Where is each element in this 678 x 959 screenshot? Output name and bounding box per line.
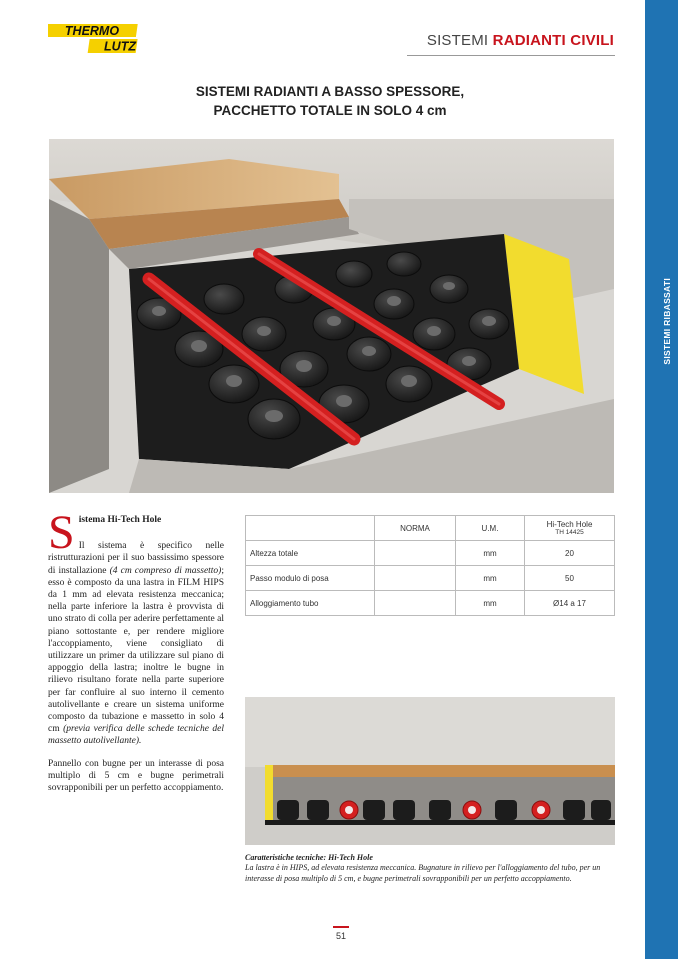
table-row <box>246 566 615 591</box>
brand-logo <box>48 22 146 56</box>
table-row <box>246 541 615 566</box>
header-divider <box>407 55 615 56</box>
specs-row-value: 20 <box>525 541 615 566</box>
specs-header-row <box>246 516 615 541</box>
specs-header-um: U.M. <box>456 516 525 541</box>
brand-logo-line2: LUTZ <box>104 39 136 54</box>
specs-row-norma <box>375 591 456 616</box>
specs-product-code: TH 14425 <box>555 529 584 536</box>
specs-header-product <box>525 516 615 541</box>
specs-row-label: Alloggiamento tubo <box>246 591 375 616</box>
cross-section-image <box>245 697 615 845</box>
description-paragraph-2: Pannello con bugne per un interasse di posa multiplo di 5 cm e bugne perimetrali sovrapponibili per un perfetto accoppiamento. <box>48 758 224 794</box>
page-number-mark <box>333 926 349 928</box>
specs-product-name: Hi-Tech Hole <box>546 520 593 529</box>
specs-row-um: mm <box>456 541 525 566</box>
page-title-line1: SISTEMI RADIANTI A BASSO SPESSORE, <box>195 84 465 99</box>
specs-table <box>245 515 615 616</box>
caption-title: Caratteristiche tecniche: Hi-Tech Hole <box>245 853 373 862</box>
page-number: 51 <box>335 931 346 941</box>
page-title-line2: PACCHETTO TOTALE IN SOLO 4 cm <box>213 103 447 118</box>
hero-render-image <box>49 139 614 493</box>
side-band-label: SISTEMI RIBASSATI <box>662 278 672 365</box>
specs-row-norma <box>375 566 456 591</box>
description-p1-d: (previa verifica delle schede tecniche del massetto autolivellante). <box>48 724 224 747</box>
table-row <box>246 591 615 616</box>
page-title <box>0 82 660 120</box>
section-header-bold: RADIANTI CIVILI <box>492 32 614 49</box>
specs-row-value: Ø14 a 17 <box>525 591 615 616</box>
description-p1-a: Il sistema è specifico nelle ristrutturazioni per il suo bassissimo spessore di installazione <box>48 541 224 576</box>
description-p1-c: ; esso è composto da una lastra in FILM HIPS da 1 mm ad elevata resistenza meccanica; nella parte inferiore la lastra è provvista di uno strato di colla per aderire perfettamente al piano sottostante e, per rendere migliore l'accoppiamento, viene consigliato di utilizzare un primer da utilizzare sul piano di appoggio della lastra; inoltre le bugne in rilievo risultano forate nella parte superiore per far confluire al suo interno il cemento autolivellante e creare un sistema uniforme composto da tubazione e massetto in solo 4 cm <box>48 565 224 735</box>
section-header <box>427 32 614 49</box>
specs-header-norma: NORMA <box>375 516 456 541</box>
description-paragraph-1 <box>48 540 224 747</box>
specs-row-label: Passo modulo di posa <box>246 566 375 591</box>
description-heading: istema Hi-Tech Hole <box>78 515 162 525</box>
description-p1-b: (4 cm compreso di massetto) <box>109 565 222 576</box>
specs-row-um: mm <box>456 591 525 616</box>
section-header-light: SISTEMI <box>426 32 489 49</box>
image-caption <box>245 853 617 884</box>
specs-row-um: mm <box>456 566 525 591</box>
specs-row-value: 50 <box>525 566 615 591</box>
caption-text: La lastra è in HIPS, ad elevata resistenza meccanica. Bugnature in rilievo per l'alloggiamento del tubo, per un interasse di posa multiplo di 5 cm, e bugne perimetrali sovrapponibili per un perfetto accoppiamento. <box>245 863 601 883</box>
specs-header-label <box>246 516 375 541</box>
specs-row-label: Altezza totale <box>246 541 375 566</box>
side-band <box>645 0 678 959</box>
description-column <box>48 506 224 804</box>
brand-logo-line1: THERMO <box>64 24 120 38</box>
specs-row-norma <box>375 541 456 566</box>
drop-cap: S <box>48 506 75 559</box>
